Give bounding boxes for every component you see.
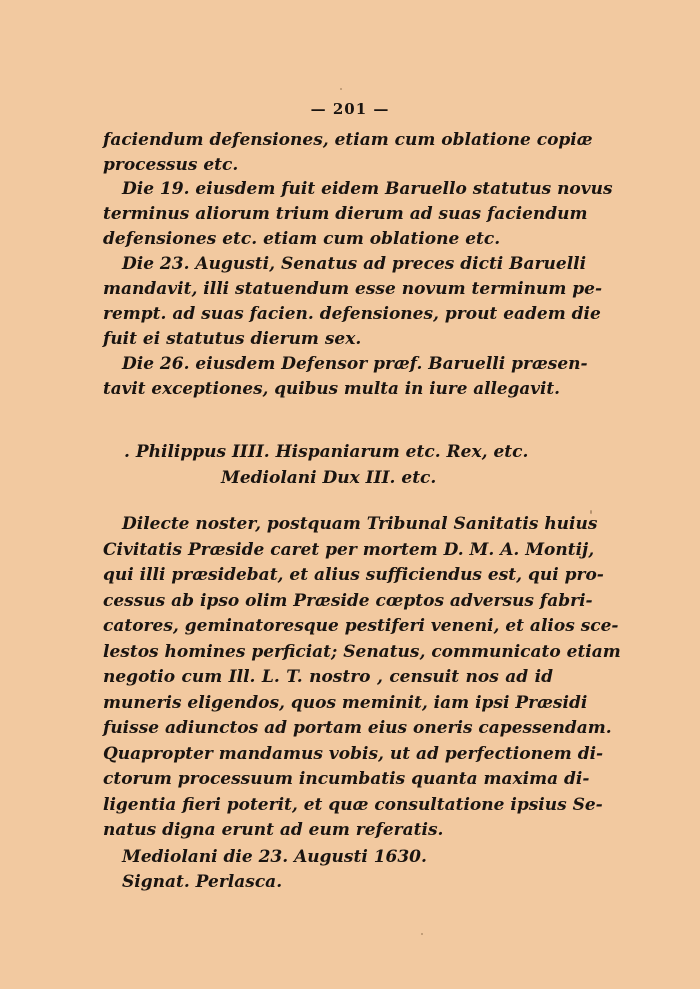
text-line: tavit exceptiones, quibus multa in iure allegavit. — [103, 379, 560, 399]
text-line: catores, geminatoresque pestiferi veneni, et alios sce- — [103, 616, 619, 636]
text-line: Die 26. eiusdem Defensor præf. Baruelli præsen- — [122, 354, 588, 374]
signature: Signat. Perlasca. — [122, 872, 283, 892]
text-line: Die 23. Augusti, Senatus ad preces dicti Baruelli — [122, 254, 587, 274]
text-line: processus etc. — [103, 155, 239, 175]
text-line: Die 19. eiusdem fuit eidem Baruello statutus novus — [122, 179, 613, 199]
text-line: Civitatis Præside caret per mortem D. M. A. Montij, — [103, 540, 595, 560]
text-line: mandavit, illi statuendum esse novum terminum pe- — [103, 279, 603, 299]
text-line: Quapropter mandamus vobis, ut ad perfectionem di- — [103, 744, 604, 764]
page-number: — 201 — — [310, 100, 390, 118]
text-line: faciendum defensiones, etiam cum oblatione copiæ — [103, 130, 593, 150]
text-line: muneris eligendos, quos meminit, iam ipsi Præsidi — [103, 693, 588, 713]
text-line: lestos homines perficiat; Senatus, communicato etiam — [103, 642, 621, 662]
ink-speck — [340, 88, 342, 90]
text-line: defensiones etc. etiam cum oblatione etc. — [103, 229, 501, 249]
decree-heading-line: Mediolani Dux III. etc. — [221, 468, 437, 488]
text-line: natus digna erunt ad eum referatis. — [103, 820, 444, 840]
ink-speck — [590, 510, 592, 514]
text-line: ligentia fieri poterit, et quæ consultatione ipsius Se- — [103, 795, 603, 815]
text-line: qui illi præsidebat, et alius sufficiendus est, qui pro- — [103, 565, 604, 585]
text-line: terminus aliorum trium dierum ad suas faciendum — [103, 204, 588, 224]
text-line: negotio cum Ill. L. T. nostro , censuit nos ad id — [103, 667, 553, 687]
dateline: Mediolani die 23. Augusti 1630. — [122, 847, 427, 867]
text-line: ctorum processuum incumbatis quanta maxima di- — [103, 769, 590, 789]
decree-heading-line: . Philippus IIII. Hispaniarum etc. Rex, etc. — [124, 442, 529, 462]
ink-speck — [421, 933, 423, 935]
text-line: fuisse adiunctos ad portam eius oneris capessendam. — [103, 718, 612, 738]
text-line: cessus ab ipso olim Præside cœptos adversus fabri- — [103, 591, 593, 611]
text-line: rempt. ad suas facien. defensiones, prout eadem die — [103, 304, 601, 324]
text-line: fuit ei statutus dierum sex. — [103, 329, 362, 349]
text-line: Dilecte noster, postquam Tribunal Sanitatis huius — [122, 514, 598, 534]
